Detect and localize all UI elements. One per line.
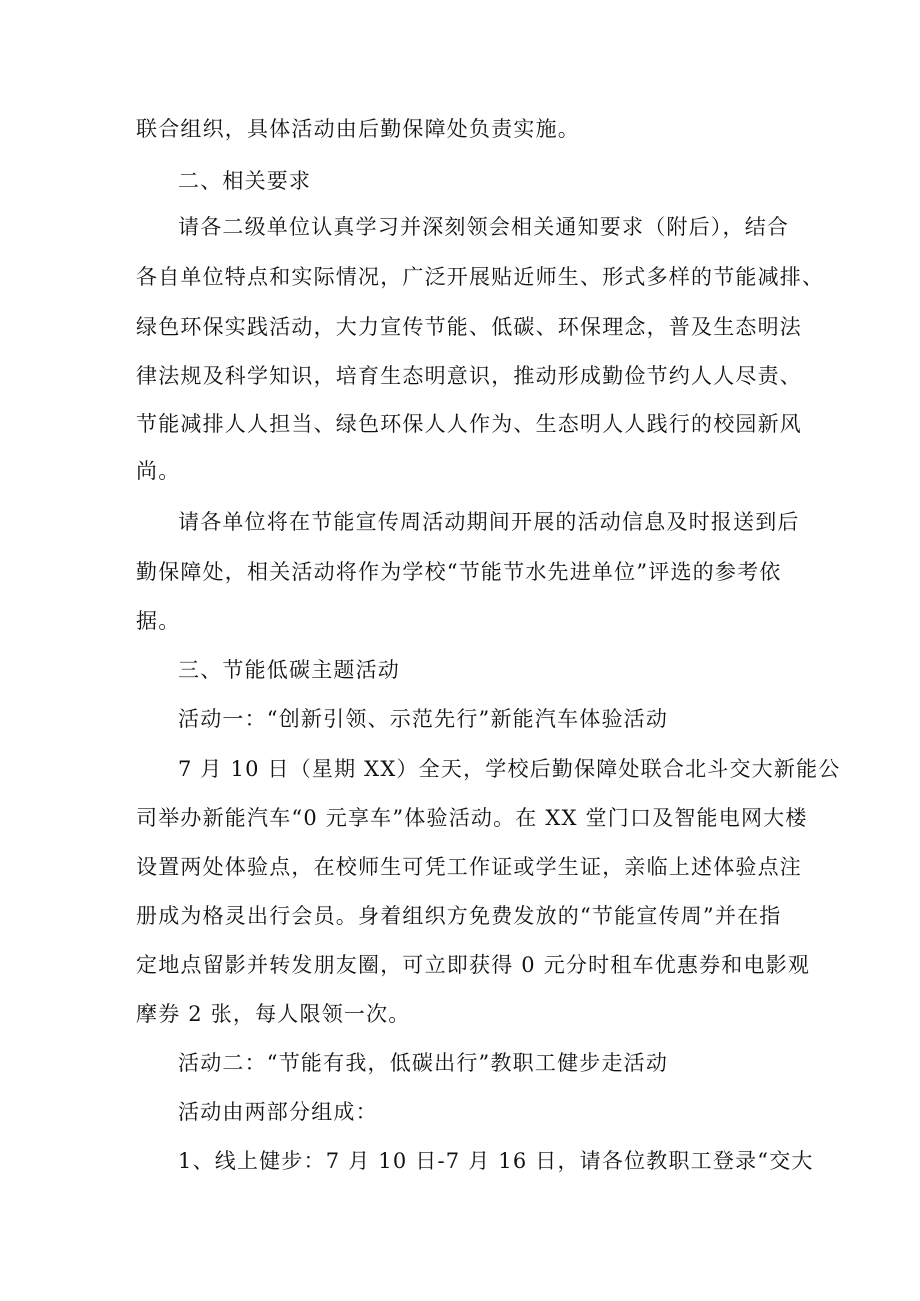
body-text-line: 据。 xyxy=(136,609,181,633)
body-text-line: 请各二级单位认真学习并深刻领会相关通知要求（附后），结合 xyxy=(178,215,790,239)
section-heading-requirements: 二、相关要求 xyxy=(178,169,312,193)
activity-title-two: 活动二：“节能有我，低碳出行”教职工健步走活动 xyxy=(178,1051,669,1075)
body-text-line: 册成为格灵出行会员。身着组织方免费发放的“节能宣传周”并在指 xyxy=(136,904,782,928)
body-text-line: 7 月 10 日（星期 XX）全天，学校后勤保障处联合北斗交大新能公 xyxy=(178,757,841,781)
body-text-line: 绿色环保实践活动，大力宣传节能、低碳、环保理念，普及生态明法 xyxy=(136,315,802,339)
body-text-line: 尚。 xyxy=(136,459,181,483)
body-text-line: 活动由两部分组成： xyxy=(178,1100,378,1124)
activity-title-one: 活动一：“创新引领、示范先行”新能汽车体验活动 xyxy=(178,707,669,731)
section-heading-activities: 三、节能低碳主题活动 xyxy=(178,658,400,682)
body-text-line: 司举办新能汽车“0 元享车”体验活动。在 XX 堂门口及智能电网大楼 xyxy=(136,806,808,830)
body-text-line: 定地点留影并转发朋友圈，可立即获得 0 元分时租车优惠券和电影观 xyxy=(136,953,811,977)
body-text-line: 1、线上健步：7 月 10 日-7 月 16 日，请各位教职工登录“交大 xyxy=(178,1149,814,1173)
body-text-line: 请各单位将在节能宣传周活动期间开展的活动信息及时报送到后 xyxy=(178,510,800,534)
body-text-line: 律法规及科学知识，培育生态明意识，推动形成勤俭节约人人尽责、 xyxy=(136,364,802,388)
body-text-line: 各自单位特点和实际情况，广泛开展贴近师生、形式多样的节能减排、 xyxy=(136,265,825,289)
body-text-line: 摩券 2 张，每人限领一次。 xyxy=(136,1002,411,1026)
body-text-line: 节能减排人人担当、绿色环保人人作为、生态明人人践行的校园新风 xyxy=(136,412,802,436)
body-text-line: 设置两处体验点，在校师生可凭工作证或学生证，亲临上述体验点注 xyxy=(136,855,802,879)
body-text-line: 联合组织，具体活动由后勤保障处负责实施。 xyxy=(136,117,580,141)
body-text-line: 勤保障处，相关活动将作为学校“节能节水先进单位”评选的参考依 xyxy=(136,560,782,584)
